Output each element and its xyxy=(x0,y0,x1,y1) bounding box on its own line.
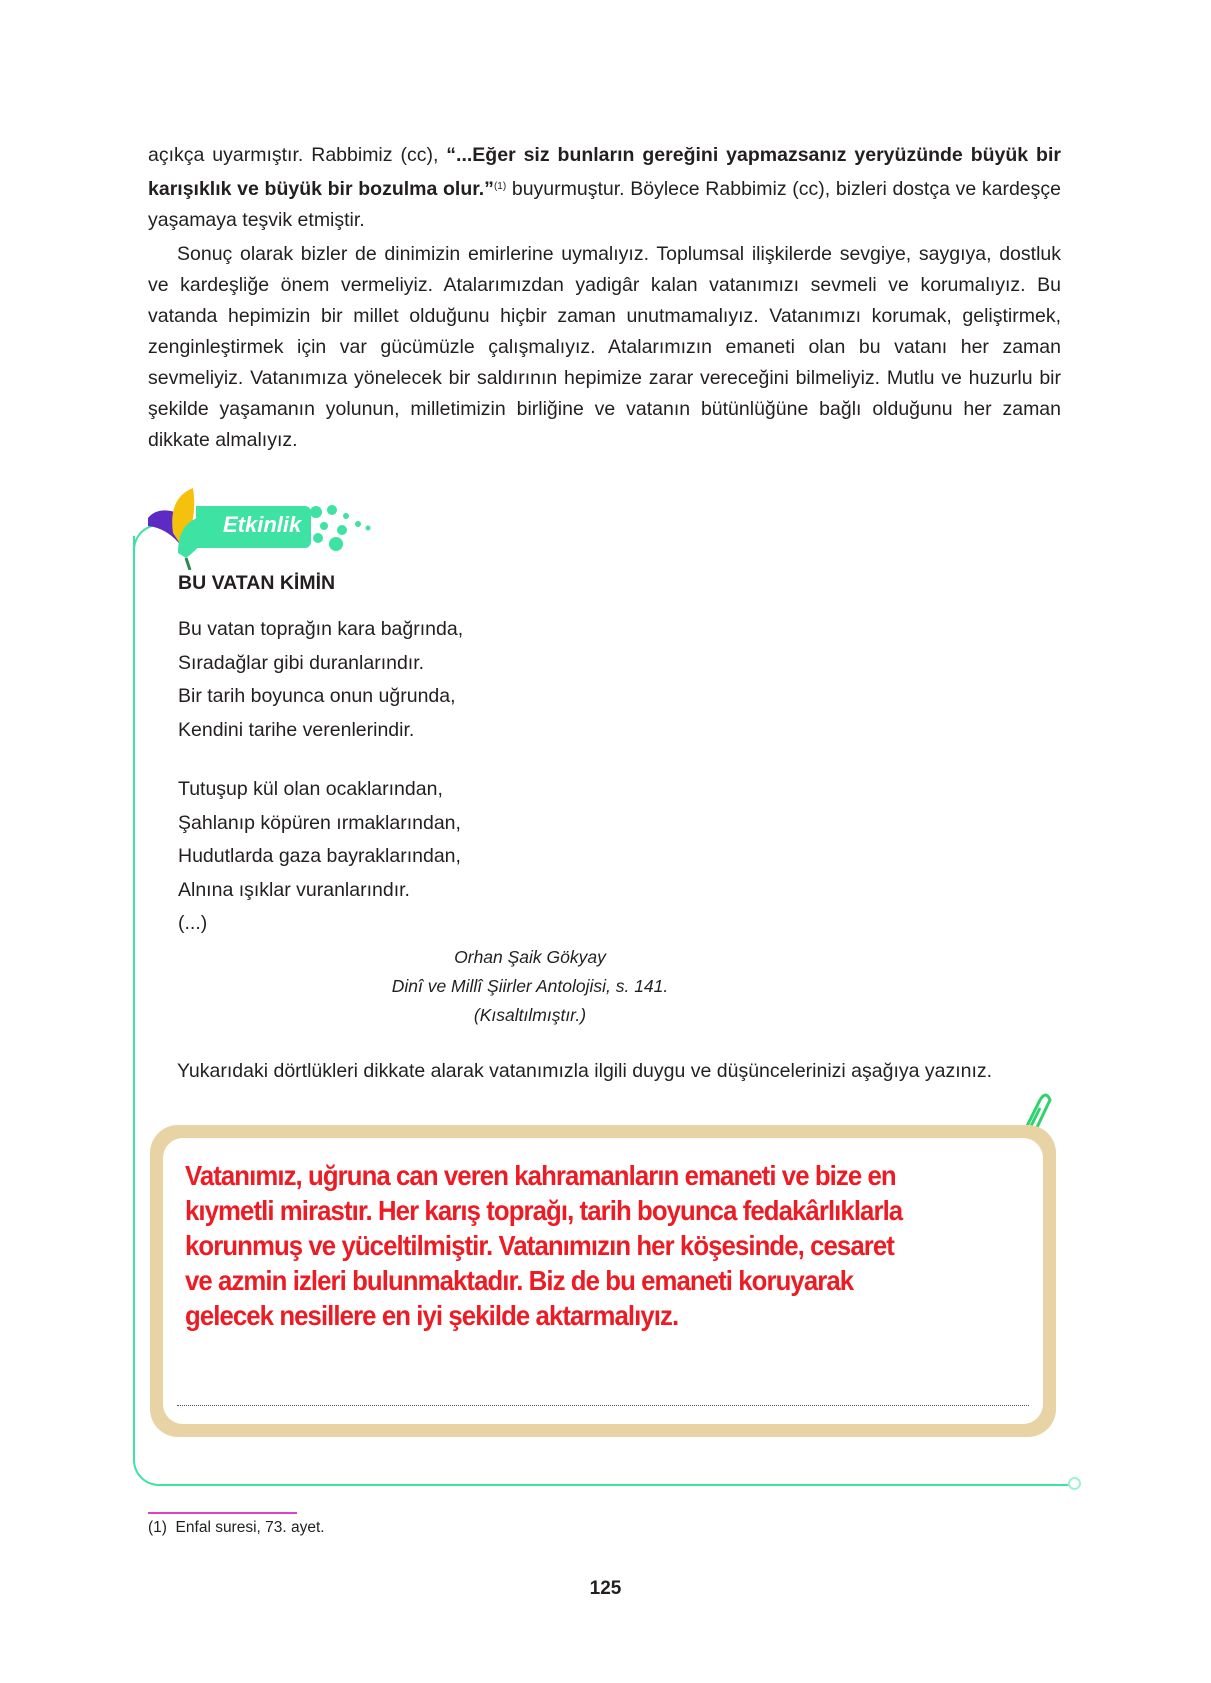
answer-line: kıymetli mirastır. Her karış toprağı, tarih boyunca fedakârlıklarla xyxy=(185,1195,903,1226)
answer-box[interactable] xyxy=(150,1125,1056,1437)
answer-text[interactable] xyxy=(185,1158,1105,1333)
intro-paragraph-1: açıkça uyarmıştır. Rabbimiz (cc), “...Eğer siz bunların gereğini yapmazsanız yeryüzünde büyük bir karışıklık ve büyük bir bozulma olur.”$^{(1)}$ buyurmuştur. Böylece Rabbimiz (cc), bizleri dostça ve kardeşçe yaşamaya teşvik etmiştir. xyxy=(148,144,1061,231)
poem-title: BU VATAN KİMİN xyxy=(178,572,336,594)
page-number: 125 xyxy=(589,1578,622,1599)
poem-author: Orhan Şaik Gökyay xyxy=(454,947,606,967)
footnote-rule xyxy=(148,1512,297,1514)
answer-line: ve azmin izleri bulunmaktadır. Biz de bu emaneti koruyarak xyxy=(185,1265,854,1296)
poem-ellipsis: (...) xyxy=(178,912,208,934)
poem-line: Kendini tarihe verenlerindir. xyxy=(178,718,415,741)
intro-paragraph-2: Sonuç olarak bizler de dinimizin emirlerine uymalıyız. Toplumsal ilişkilerde sevgiye, saygıya, dostluk ve kardeşliğe önem vermeliyiz. Atalarımızdan yadigâr kalan vatanımızı sevmeli ve korumalıyız. Bu vatanda hepimizin bir millet olduğunu hiçbir zaman unutmamalıyız. Vatanımızı korumak, geliştirmek, zenginleştirmek için var gücümüzle çalışmalıyız. Atalarımızın emaneti olan bu vatanı her zaman sevmeliyiz. Vatanımıza yönelecek bir saldırının hepimize zarar vereceğini bilmeliyiz. Mutlu ve huzurlu bir şekilde yaşamanın yolunun, milletimizin birliğine ve vatanın bütünlüğüne bağlı olduğunu her zaman dikkate almalıyız. xyxy=(148,243,1061,451)
answer-line: korunmuş ve yüceltilmiştir. Vatanımızın her köşesinde, cesaret xyxy=(185,1230,894,1261)
poem-note: (Kısaltılmıştır.) xyxy=(473,1005,587,1025)
answer-line: Vatanımız, uğruna can veren kahramanların emaneti ve bize en xyxy=(185,1160,896,1191)
poem-attribution xyxy=(330,943,730,1030)
answer-line: gelecek nesillere en iyi şekilde aktarmalıyız. xyxy=(185,1300,679,1331)
footnote: (1) Enfal suresi, 73. ayet. xyxy=(148,1519,325,1536)
poem-line: Bir tarih boyunca onun uğrunda, xyxy=(178,685,456,707)
poem-source: Dinî ve Millî Şiirler Antolojisi, s. 141. xyxy=(391,976,669,996)
poem-stanza-1 xyxy=(178,613,463,747)
poem-line: Alnına ışıklar vuranlarındır. xyxy=(178,878,410,901)
poem-line: Hudutlarda gaza bayraklarından, xyxy=(178,845,461,867)
poem-line: Sıradağlar gibi duranlarındır. xyxy=(178,651,425,674)
activity-badge xyxy=(138,478,378,570)
activity-badge-label: Etkinlik xyxy=(223,512,302,537)
activity-instruction: Yukarıdaki dörtlükleri dikkate alarak vatanımızla ilgili duygu ve düşüncelerinizi aşağıya yazınız. xyxy=(177,1060,993,1082)
bubbles-decoration-icon xyxy=(306,504,376,554)
poem-line: Bu vatan toprağın kara bağrında, xyxy=(178,618,464,640)
poem-line: Şahlanıp köpüren ırmaklarından, xyxy=(178,811,461,834)
poem-line: Tutuşup kül olan ocaklarından, xyxy=(178,778,443,800)
poem-stanza-2 xyxy=(178,773,461,941)
